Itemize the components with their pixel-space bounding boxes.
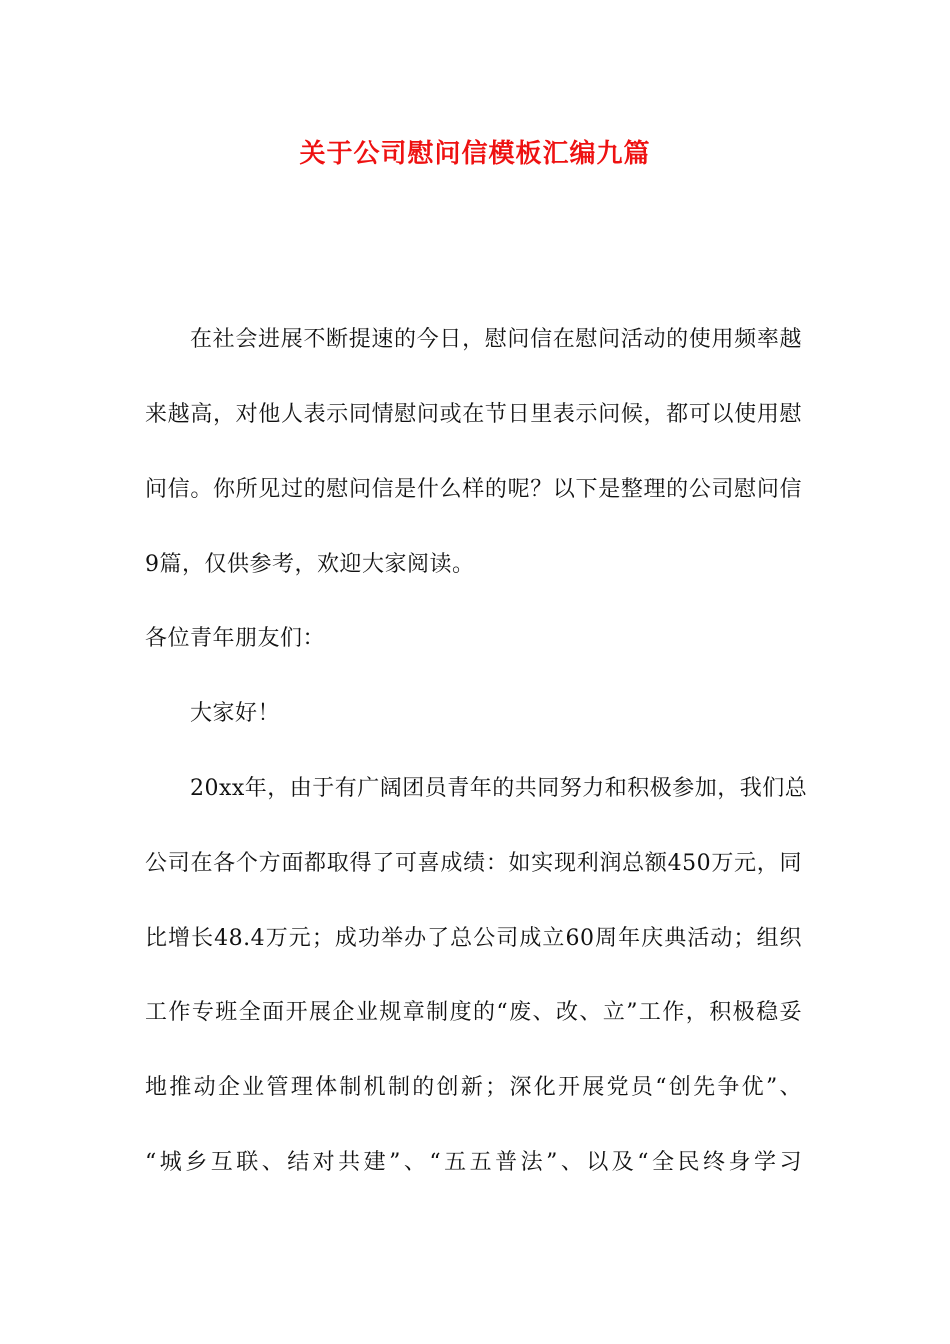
document-title: 关于公司慰问信模板汇编九篇: [299, 139, 651, 169]
paragraph-line: 在社会进展不断提速的今日，慰问信在慰问活动的使用频率越: [190, 327, 802, 352]
paragraph-line: 地推动企业管理体制机制的创新；深化开展党员“创先争优”、: [145, 1075, 802, 1100]
paragraph-line: “城乡互联、结对共建”、“五五普法”、以及“全民终身学习: [145, 1150, 802, 1175]
greeting: 大家好！: [190, 701, 281, 726]
paragraph-line: 问信。你所见过的慰问信是什么样的呢？以下是整理的公司慰问信: [145, 477, 802, 502]
paragraph-line: 工作专班全面开展企业规章制度的“废、改、立”工作，积极稳妥: [145, 1000, 802, 1025]
paragraph-line: 9篇，仅供参考，欢迎大家阅读。: [145, 552, 475, 577]
salutation: 各位青年朋友们：: [145, 626, 326, 651]
paragraph-line: 比增长48.4万元；成功举办了总公司成立60周年庆典活动；组织: [145, 926, 802, 951]
paragraph-line: 公司在各个方面都取得了可喜成绩：如实现利润总额450万元，同: [145, 851, 802, 876]
paragraph-line: 20xx年，由于有广阔团员青年的共同努力和积极参加，我们总: [190, 776, 808, 801]
paragraph-line: 来越高，对他人表示同情慰问或在节日里表示问候，都可以使用慰: [145, 402, 802, 427]
